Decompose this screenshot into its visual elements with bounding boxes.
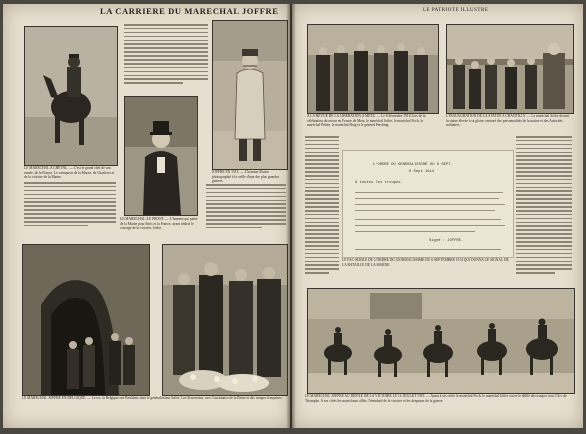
photo-victory-parade <box>307 288 575 394</box>
order-heading: L'ORDRE DU GENERALISSIME DU 6 SEPT. <box>373 163 453 167</box>
order-salutation: A toutes les troupes. <box>355 181 403 185</box>
order-closing: Signé : JOFFRE. <box>429 239 464 243</box>
caption-parade: LE MARECHAL JOFFRE AU DEFILE DE LA VICTOIRE LE 14 JUILLET 1919. — Ayant à ses côtés le maréchal Foch, le maréchal Joffre ouvre le défilé des troupes sous l'Arc de Triomphe. A ses côtés les maréchaux alliés, l'étendard de la victoire et les drapeaux de la guerre. <box>305 394 567 403</box>
caption-statue: L'INAUGURATION DE LA STATUE A CHANTILLY. — Le maréchal Joffre devant la statue élevée à sa gloire, entouré des personnalités de la nation et des Autorités militaires. <box>446 114 569 127</box>
article-column-1 <box>124 24 208 94</box>
caption-metz: A LA REVUE DE LA LIBERATION A METZ. — Le 8 décembre 1918, lors de la célébration du retour en France de Metz, le maréchal Joffre, le maréchal Foch, le maréchal Pétain, le maréchal Haig et le général Pershing. <box>307 114 426 127</box>
caption-portrait: JOFFRE EN 1913. — L'homme illustre photographié à la veille d'une des plus grandes guerres. <box>212 170 280 183</box>
caption-document: LE FAC-SIMILE DE L'ORDRE DU GENERALISSIME DU 6 SEPTEMBRE 1914 QUI DONNA LE SIGNAL DE LA BATAILLE DE LA MARNE. <box>342 258 509 267</box>
page-title: LA CARRIERE DU MARECHAL JOFFRE <box>100 6 279 16</box>
article-column-5 <box>516 136 572 286</box>
article-column-2 <box>24 182 116 238</box>
photo-joffre-in-belgium <box>22 244 150 396</box>
photo-crowd-with-flowers <box>162 244 288 396</box>
caption-front: LE MARECHAL AU FRONT. — L'homme qui partit de la Marne pour Paris et la France, ayant réalisé le courage de la victoire, Joffre. <box>120 217 198 230</box>
page-gutter <box>286 4 296 428</box>
photo-marshal-at-front <box>124 96 198 216</box>
photo-marshal-on-horse <box>24 26 118 166</box>
photo-statue-inauguration <box>446 24 574 114</box>
photo-joffre-1913 <box>212 20 288 170</box>
article-column-4 <box>305 136 339 286</box>
caption-belgium: LE MARECHAL JOFFRE EN BELGIQUE. — Le roi, la Belgique ont Président ainsi le généralissime Joffre. Les Souverains, avec l'assistance de la Reine et des troupes françaises. <box>22 396 283 400</box>
photo-review-metz <box>307 24 439 114</box>
facsimile-order <box>342 150 514 258</box>
caption-horse: LE MARECHAL A CHEVAL. — C'est le grand chef de son armée, de la France. Le vainqueur de la Marne, de Charleroi et de la victoire de la Marne. <box>24 166 115 179</box>
article-column-3 <box>206 184 286 240</box>
order-dateline: 6 Sept 1914 <box>409 170 435 174</box>
journal-title: LE PATRIOTE ILLUSTRE <box>423 8 489 13</box>
